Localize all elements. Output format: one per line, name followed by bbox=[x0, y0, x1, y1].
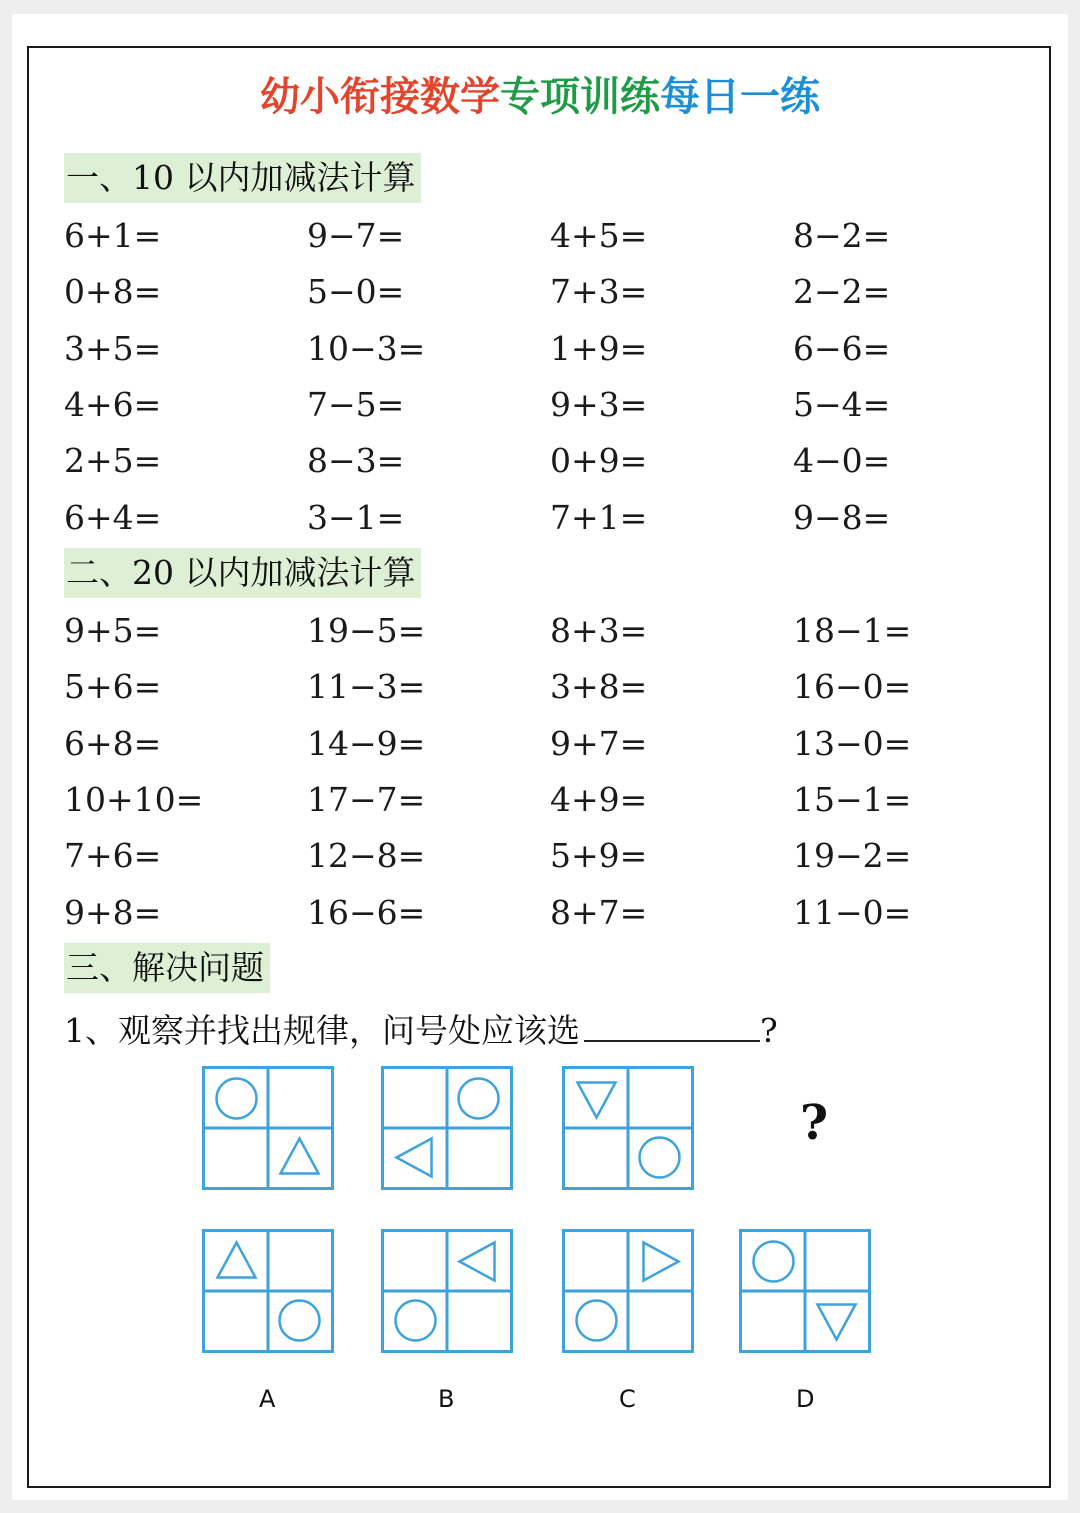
equation: 9+7= bbox=[550, 723, 648, 763]
equation: 8+7= bbox=[550, 892, 648, 932]
circle-shape bbox=[217, 1079, 257, 1119]
option-grid-b[interactable] bbox=[381, 1229, 513, 1353]
equation: 9+3= bbox=[550, 384, 648, 424]
question-end-mark: ? bbox=[760, 1011, 778, 1050]
section-2-heading: 二、20 以内加减法计算 bbox=[64, 548, 421, 598]
equation: 4+9= bbox=[550, 779, 648, 819]
equation: 7+6= bbox=[64, 836, 162, 876]
equation: 8−3= bbox=[307, 441, 405, 481]
circle-shape bbox=[754, 1242, 794, 1282]
equation: 9−7= bbox=[307, 216, 405, 255]
circle-shape bbox=[280, 1301, 320, 1341]
equation: 7−5= bbox=[307, 384, 405, 424]
pattern-question bbox=[64, 1004, 778, 1054]
equation: 4+6= bbox=[64, 384, 162, 424]
question-text: 1、观察并找出规律，问号处应该选 bbox=[64, 1011, 580, 1050]
equation: 6+8= bbox=[64, 723, 162, 763]
equation: 3−1= bbox=[307, 497, 405, 537]
circle-shape bbox=[396, 1301, 436, 1341]
option-label-a[interactable]: A bbox=[259, 1385, 276, 1413]
equation: 4−0= bbox=[793, 441, 891, 481]
option-label-b[interactable]: B bbox=[438, 1385, 455, 1413]
equation: 18−1= bbox=[793, 611, 912, 650]
equation: 8−2= bbox=[793, 216, 891, 255]
triangle-down-shape bbox=[578, 1083, 616, 1118]
equation: 8+3= bbox=[550, 611, 648, 650]
equation: 16−0= bbox=[793, 667, 912, 707]
equation: 5−0= bbox=[307, 272, 405, 312]
option-label-c[interactable]: C bbox=[619, 1385, 636, 1413]
triangle-left-shape bbox=[397, 1139, 432, 1177]
equation: 11−3= bbox=[307, 667, 426, 707]
equation: 5+9= bbox=[550, 836, 648, 876]
section-2-row bbox=[64, 832, 1044, 880]
equation: 2−2= bbox=[793, 272, 891, 312]
option-grid-a[interactable] bbox=[202, 1229, 334, 1353]
equation: 10+10= bbox=[64, 779, 204, 819]
option-grid-c[interactable] bbox=[562, 1229, 694, 1353]
section-3-heading: 三、解决问题 bbox=[64, 943, 270, 993]
equation: 5+6= bbox=[64, 667, 162, 707]
section-2-row bbox=[64, 776, 1044, 824]
equation: 10−3= bbox=[307, 328, 426, 368]
title-part-1: 幼小衔接数学 bbox=[260, 74, 500, 120]
option-grid-d[interactable] bbox=[739, 1229, 871, 1353]
section-1-row bbox=[64, 268, 1044, 316]
worksheet-title bbox=[0, 72, 1080, 122]
equation: 3+8= bbox=[550, 667, 648, 707]
equation: 9+5= bbox=[64, 611, 162, 650]
circle-shape bbox=[459, 1079, 499, 1119]
title-part-3: 每日一练 bbox=[660, 74, 820, 120]
triangle-down-shape bbox=[818, 1305, 856, 1340]
sequence-grid-3 bbox=[562, 1066, 694, 1190]
section-1-row bbox=[64, 212, 1044, 260]
equation: 0+8= bbox=[64, 272, 162, 312]
equation: 7+3= bbox=[550, 272, 648, 312]
equation: 19−2= bbox=[793, 836, 912, 876]
option-label-d[interactable]: D bbox=[796, 1385, 815, 1413]
equation: 19−5= bbox=[307, 611, 426, 650]
section-2-row bbox=[64, 720, 1044, 768]
triangle-up-shape bbox=[218, 1243, 256, 1278]
section-1-row bbox=[64, 437, 1044, 485]
equation: 15−1= bbox=[793, 779, 912, 819]
triangle-left-shape bbox=[460, 1243, 495, 1281]
triangle-up-shape bbox=[281, 1139, 319, 1174]
circle-shape bbox=[640, 1138, 680, 1178]
unknown-question-mark: ? bbox=[800, 1095, 829, 1151]
answer-blank[interactable] bbox=[584, 1004, 760, 1042]
equation: 4+5= bbox=[550, 216, 648, 255]
equation: 6+1= bbox=[64, 216, 162, 255]
equation: 12−8= bbox=[307, 836, 426, 876]
equation: 7+1= bbox=[550, 497, 648, 537]
equation: 1+9= bbox=[550, 328, 648, 368]
sequence-grid-1 bbox=[202, 1066, 334, 1190]
section-1-row bbox=[64, 325, 1044, 373]
equation: 3+5= bbox=[64, 328, 162, 368]
equation: 2+5= bbox=[64, 441, 162, 481]
section-2-row bbox=[64, 607, 1044, 655]
sequence-grid-2 bbox=[381, 1066, 513, 1190]
section-1-heading: 一、10 以内加减法计算 bbox=[64, 153, 421, 203]
equation: 6+4= bbox=[64, 497, 162, 537]
section-2-row bbox=[64, 663, 1044, 711]
equation: 17−7= bbox=[307, 779, 426, 819]
section-2-row bbox=[64, 889, 1044, 937]
circle-shape bbox=[577, 1301, 617, 1341]
title-part-2: 专项训练 bbox=[500, 74, 660, 120]
equation: 16−6= bbox=[307, 892, 426, 932]
section-1-row bbox=[64, 381, 1044, 429]
equation: 0+9= bbox=[550, 441, 648, 481]
equation: 14−9= bbox=[307, 723, 426, 763]
equation: 5−4= bbox=[793, 384, 891, 424]
equation: 13−0= bbox=[793, 723, 912, 763]
equation: 6−6= bbox=[793, 328, 891, 368]
equation: 11−0= bbox=[793, 892, 912, 932]
equation: 9−8= bbox=[793, 497, 891, 537]
section-1-row bbox=[64, 494, 1044, 542]
equation: 9+8= bbox=[64, 892, 162, 932]
triangle-right-shape bbox=[644, 1243, 679, 1281]
